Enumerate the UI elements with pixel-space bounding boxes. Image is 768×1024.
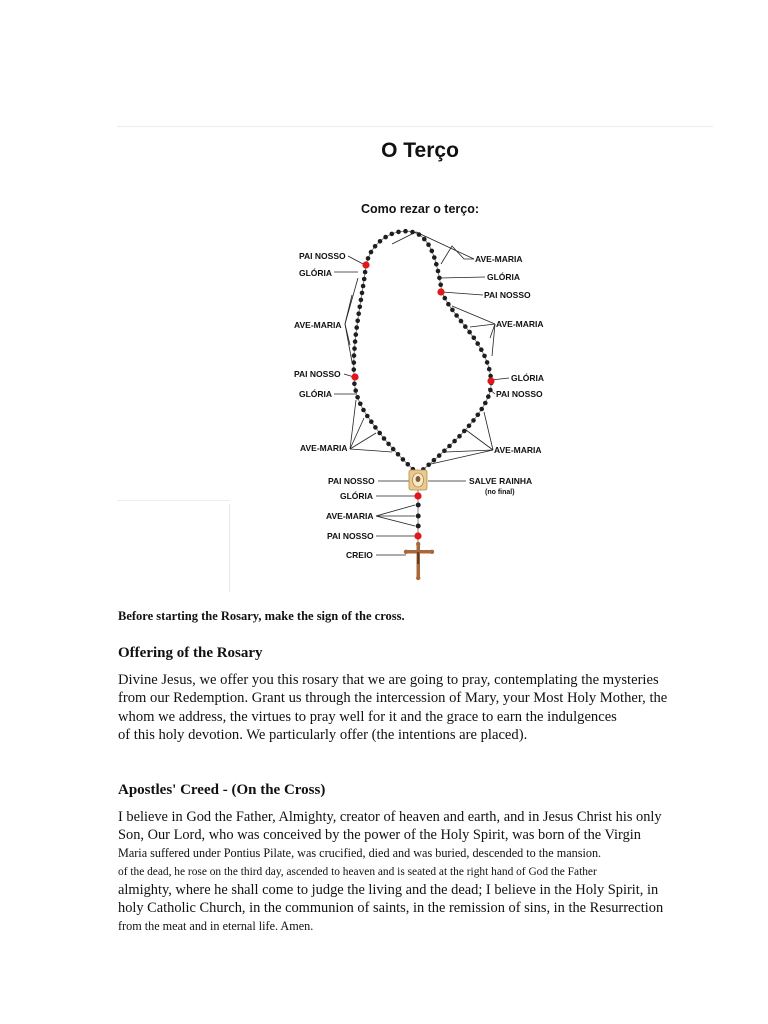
label-tail-gloria: GLÓRIA bbox=[340, 491, 374, 501]
rosary-bead bbox=[479, 407, 484, 412]
rosary-bead bbox=[352, 367, 357, 372]
creed-line: of the dead, he rose on the third day, ascended to heaven and is seated at the right hand of God the Father bbox=[118, 865, 597, 878]
rosary-bead bbox=[454, 313, 459, 318]
label-right-ave-maria-2: AVE-MARIA bbox=[496, 319, 544, 329]
creed-line: from the meat and in eternal life. Amen. bbox=[118, 919, 314, 934]
rosary-bead bbox=[363, 270, 368, 275]
rosary-loop-chain bbox=[354, 231, 491, 474]
tail-beads bbox=[416, 503, 421, 529]
pai-nosso-marker bbox=[437, 288, 444, 295]
rosary-bead bbox=[359, 298, 364, 303]
medal bbox=[409, 470, 427, 490]
offering-line: Divine Jesus, we offer you this rosary that we are going to pray, contemplating the mysteries bbox=[118, 672, 659, 688]
rosary-bead bbox=[443, 296, 448, 301]
rosary-bead bbox=[352, 353, 357, 358]
rosary-bead bbox=[463, 324, 468, 329]
rosary-bead bbox=[482, 354, 487, 359]
rosary-bead bbox=[401, 457, 406, 462]
label-leader-lines bbox=[334, 232, 509, 555]
rosary-bead bbox=[369, 419, 374, 424]
label-left-gloria-1: GLÓRIA bbox=[299, 268, 333, 278]
rosary-bead bbox=[406, 462, 411, 467]
label-left-ave-maria-1: AVE-MARIA bbox=[294, 320, 342, 330]
offering-paragraph bbox=[118, 671, 678, 744]
rosary-bead bbox=[462, 429, 467, 434]
offering-heading: Offering of the Rosary bbox=[118, 645, 263, 661]
creed-line: Maria suffered under Pontius Pilate, was crucified, died and was buried, descended to the mansion. bbox=[118, 846, 602, 861]
crucifix-part bbox=[416, 576, 420, 580]
rosary-bead bbox=[378, 239, 383, 244]
rosary-bead bbox=[396, 452, 401, 457]
offering-line: from our Redemption. Grant us through the intercession of Mary, your Most Holy Mother, the bbox=[118, 690, 668, 707]
rosary-bead bbox=[437, 453, 442, 458]
rosary-bead bbox=[432, 458, 437, 463]
rosary-bead bbox=[353, 388, 358, 393]
rosary-bead bbox=[382, 436, 387, 441]
rosary-bead bbox=[447, 444, 452, 449]
rosary-bead bbox=[457, 434, 462, 439]
rosary-bead bbox=[434, 262, 439, 267]
rosary-bead bbox=[446, 302, 451, 307]
rosary-bead bbox=[426, 242, 431, 247]
tail-bead bbox=[416, 514, 421, 519]
rosary-bead bbox=[483, 401, 488, 406]
figure-title: O Terço bbox=[381, 139, 459, 162]
rosary-bead bbox=[354, 332, 359, 337]
rosary-bead bbox=[353, 339, 358, 344]
label-tail-pai-nosso-1: PAI NOSSO bbox=[328, 476, 375, 486]
label-left-ave-maria-2: AVE-MARIA bbox=[300, 443, 348, 453]
tail-bead bbox=[416, 503, 421, 508]
rosary-bead bbox=[487, 367, 492, 372]
rosary-bead bbox=[442, 449, 447, 454]
rosary-bead bbox=[352, 346, 357, 351]
label-tail-creio: CREIO bbox=[346, 550, 373, 560]
rosary-bead bbox=[377, 431, 382, 436]
creed-line: holy Catholic Church, in the communion of saints, in the remission of sins, in the Resurrection bbox=[118, 900, 664, 917]
rosary-bead bbox=[391, 447, 396, 452]
rosary-bead bbox=[432, 255, 437, 260]
pai-nosso-marker bbox=[414, 532, 421, 539]
rosary-bead bbox=[362, 277, 367, 282]
rosary-bead bbox=[467, 424, 472, 429]
rosary-bead bbox=[422, 237, 427, 242]
rosary-bead bbox=[450, 308, 455, 313]
rosary-bead bbox=[479, 347, 484, 352]
rosary-bead bbox=[360, 291, 365, 296]
pai-nosso-marker bbox=[351, 373, 358, 380]
rosary-bead bbox=[486, 394, 491, 399]
crucifix-part bbox=[417, 552, 419, 564]
rosary-bead bbox=[403, 229, 408, 234]
rosary-bead bbox=[373, 425, 378, 430]
creed-line: Son, Our Lord, who was conceived by the power of the Holy Spirit, was born of the Virgin bbox=[118, 827, 641, 844]
creed-paragraph bbox=[118, 808, 678, 935]
pai-nosso-marker bbox=[414, 492, 421, 499]
pai-nosso-marker bbox=[362, 261, 369, 268]
rosary-bead bbox=[467, 330, 472, 335]
label-right-pai-nosso-1: PAI NOSSO bbox=[484, 290, 531, 300]
label-right-ave-maria-3: AVE-MARIA bbox=[494, 445, 542, 455]
rosary-bead bbox=[476, 413, 481, 418]
offering-line: of this holy devotion. We particularly offer (the intentions are placed). bbox=[118, 726, 528, 743]
crucifix-part bbox=[404, 550, 408, 554]
label-left-gloria-2: GLÓRIA bbox=[299, 389, 333, 399]
rosary-bead bbox=[366, 256, 371, 261]
rosary-bead bbox=[373, 244, 378, 249]
rosary-bead bbox=[475, 341, 480, 346]
rosary-bead bbox=[459, 319, 464, 324]
creed-line: I believe in God the Father, Almighty, creator of heaven and earth, and in Jesus Christ his only bbox=[118, 809, 662, 825]
rosary-bead bbox=[383, 235, 388, 240]
rosary-bead bbox=[438, 283, 443, 288]
label-tail-pai-nosso-2: PAI NOSSO bbox=[327, 531, 374, 541]
label-tail-ave-maria: AVE-MARIA bbox=[326, 511, 374, 521]
rosary-bead bbox=[452, 439, 457, 444]
rosary-bead bbox=[354, 325, 359, 330]
label-right-ave-maria-1: AVE-MARIA bbox=[475, 254, 523, 264]
offering-line: whom we address, the virtues to pray well for it and the grace to earn the indulgences bbox=[118, 708, 617, 725]
crucifix-part bbox=[430, 550, 434, 554]
rosary-bead bbox=[355, 318, 360, 323]
crucifix-part bbox=[416, 542, 420, 546]
rosary-bead bbox=[485, 360, 490, 365]
label-salve-rainha: SALVE RAINHA bbox=[469, 476, 533, 486]
rosary-bead bbox=[436, 269, 441, 274]
rosary-bead bbox=[390, 232, 395, 237]
tail-bead bbox=[416, 524, 421, 529]
label-left-pai-nosso-1: PAI NOSSO bbox=[299, 251, 346, 261]
rosary-bead bbox=[369, 250, 374, 255]
rosary-bead bbox=[396, 230, 401, 235]
label-right-gloria-2: GLÓRIA bbox=[511, 373, 545, 383]
rosary-bead bbox=[358, 402, 363, 407]
pai-nosso-marker bbox=[487, 377, 494, 384]
rosary-bead bbox=[386, 442, 391, 447]
rosary-bead bbox=[430, 249, 435, 254]
rosary-bead bbox=[426, 463, 431, 468]
creed-line: almighty, where he shall come to judge the living and the dead; I believe in the Holy Spirit, in bbox=[118, 881, 659, 898]
label-salve-note: (no final) bbox=[485, 489, 515, 496]
rosary-bead bbox=[471, 418, 476, 423]
rosary-bead bbox=[361, 284, 366, 289]
figure-subtitle: Como rezar o terço: bbox=[360, 202, 480, 216]
label-left-pai-nosso-2: PAI NOSSO bbox=[294, 369, 341, 379]
label-right-pai-nosso-2: PAI NOSSO bbox=[496, 389, 543, 399]
intro-instruction: Before starting the Rosary, make the sign of the cross. bbox=[118, 609, 405, 623]
rosary-bead bbox=[356, 311, 361, 316]
creed-heading: Apostles' Creed - (On the Cross) bbox=[118, 782, 326, 798]
crucifix bbox=[404, 542, 434, 580]
rosary-bead bbox=[355, 395, 360, 400]
rosary-bead bbox=[365, 414, 370, 419]
rosary-bead bbox=[361, 408, 366, 413]
rosary-bead bbox=[352, 381, 357, 386]
rosary-bead bbox=[358, 305, 363, 310]
rosary-bead bbox=[472, 336, 477, 341]
label-right-gloria-1: GLÓRIA bbox=[487, 272, 521, 282]
